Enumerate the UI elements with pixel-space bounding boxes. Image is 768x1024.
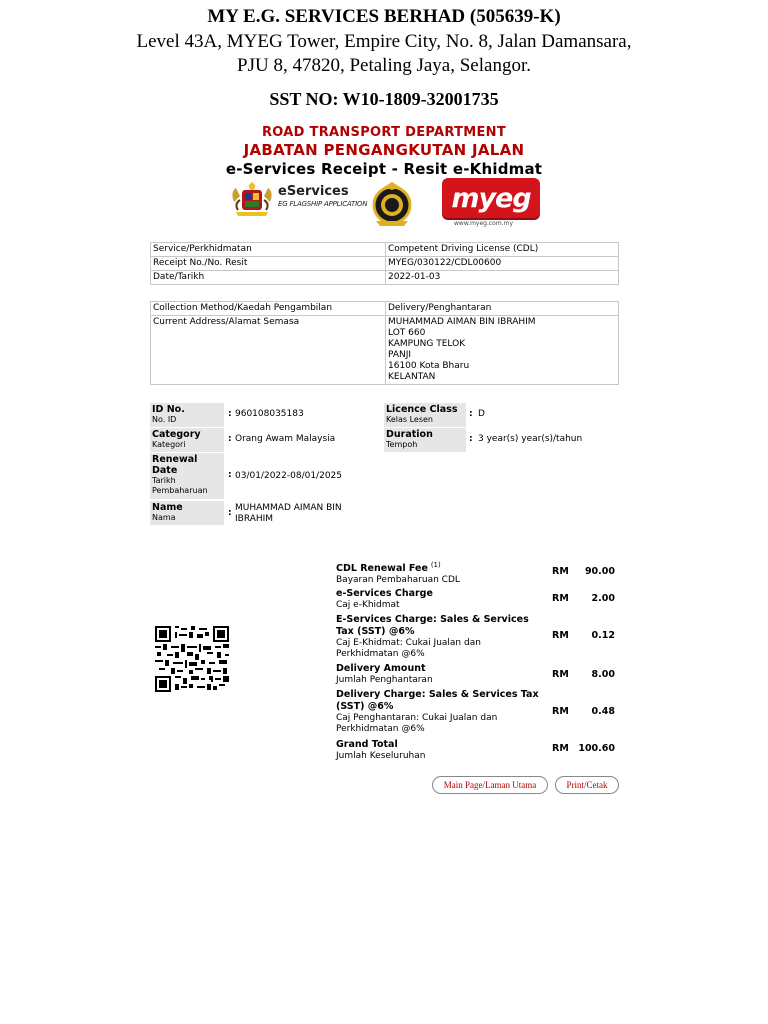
table-row [151,316,619,385]
category-value: Orang Awam Malaysia [235,434,336,444]
duration-label: Duration Tempoh [384,428,466,452]
table-row [151,257,619,271]
table-row [151,302,619,316]
address-line: PANJI [388,350,412,360]
colon: : [228,409,232,419]
table-row [151,243,619,257]
collection-method-value: Delivery/Penghantaran [386,302,619,316]
table-label: Date/Tarikh [151,271,386,285]
id-value: 960108035183 [235,409,304,419]
colon: : [469,409,473,419]
eservices-title: eServices [278,184,349,199]
address-value [386,316,619,385]
address-line-1: Level 43A, MYEG Tower, Empire City, No. 8, Jalan Damansara, [136,31,632,52]
main-page-button[interactable]: Main Page/Laman Utama [432,776,548,794]
fee-amount: 0.48 [591,706,615,717]
colon: : [228,434,232,444]
renewal-value: 03/01/2022-08/01/2025 [235,471,342,481]
fee-item-eservices-charge: e-Services Charge Caj e-Khidmat [336,588,433,610]
myeg-url: www.myeg.com.my [454,220,513,227]
address-line: MUHAMMAD AIMAN BIN IBRAHIM [388,317,536,327]
colon: : [228,508,232,518]
company-name: MY E.G. SERVICES BERHAD (505639-K) [207,6,561,27]
table-label: Service/Perkhidmatan [151,243,386,257]
fee-amount: 90.00 [584,566,615,577]
colon: : [469,434,473,444]
fee-item-delivery-amount: Delivery Amount Jumlah Penghantaran [336,663,433,685]
eservices-subtitle: EG FLAGSHIP APPLICATION [278,200,368,208]
currency-label: RM [552,566,569,577]
duration-value: 3 year(s) year(s)/tahun [478,434,583,444]
table-row [151,271,619,285]
name-label: Name Nama [150,501,224,525]
malaysia-crest-icon [228,182,276,222]
qr-code-icon [155,626,229,692]
address-line-2: PJU 8, 47820, Petaling Jaya, Selangor. [237,55,531,76]
address-line: LOT 660 [388,328,426,338]
licence-class-label: Licence Class Kelas Lesen [384,403,466,427]
fee-amount: 8.00 [591,669,615,680]
department-my: JABATAN PENGANGKUTAN JALAN [243,141,525,159]
collection-method-label: Collection Method/Kaedah Pengambilan [151,302,386,316]
category-label: Category Kategori [150,428,224,452]
eservices-logo [278,184,367,208]
currency-label: RM [552,706,569,717]
colon: : [228,470,232,480]
id-label: ID No. No. ID [150,403,224,427]
currency-label: RM [552,630,569,641]
department-en: ROAD TRANSPORT DEPARTMENT [261,125,507,140]
print-button[interactable]: Print/Cetak [555,776,619,794]
company-address [0,30,768,78]
fee-amount: 2.00 [591,593,615,604]
renewal-label: Renewal Date Tarikh Pembaharuan [150,453,224,499]
address-label: Current Address/Alamat Semasa [151,316,386,385]
address-line: KAMPUNG TELOK [388,339,466,349]
service-table [150,242,619,285]
fee-item-eservices-sst: E-Services Charge: Sales & Services Tax (SST) @6% Caj E-Khidmat: Cukai Jualan dan Perkhidmatan @6% [336,614,529,659]
jpj-emblem-icon [370,181,414,227]
address-line: KELANTAN [388,372,436,382]
table-value: 2022-01-03 [386,271,619,285]
currency-label: RM [552,743,569,754]
fee-item-cdl-renewal: CDL Renewal Fee $^{(1)}$ Bayaran Pembaharuan CDL [336,561,460,585]
sst-number: SST NO: W10-1809-32001735 [269,89,499,109]
fee-amount: 0.12 [591,630,615,641]
currency-label: RM [552,669,569,680]
licence-class-value: D [478,409,485,419]
fee-item-grand-total: Grand Total Jumlah Keseluruhan [336,739,426,761]
name-value: MUHAMMAD AIMAN BIN IBRAHIM [235,503,342,524]
fee-item-delivery-sst: Delivery Charge: Sales & Services Tax (SST) @6% Caj Penghantaran: Cukai Jualan dan Perkhidmatan @6% [336,689,539,734]
table-label: Receipt No./No. Resit [151,257,386,271]
myeg-logo: myeg [442,178,540,218]
delivery-table [150,301,619,385]
address-line: 16100 Kota Bharu [388,361,470,371]
table-value: MYEG/030122/CDL00600 [386,257,619,271]
table-value: Competent Driving License (CDL) [386,243,619,257]
receipt-title: e-Services Receipt - Resit e-Khidmat [225,160,543,178]
currency-label: RM [552,593,569,604]
logo-strip [228,178,548,230]
grand-total-amount: 100.60 [578,743,615,754]
